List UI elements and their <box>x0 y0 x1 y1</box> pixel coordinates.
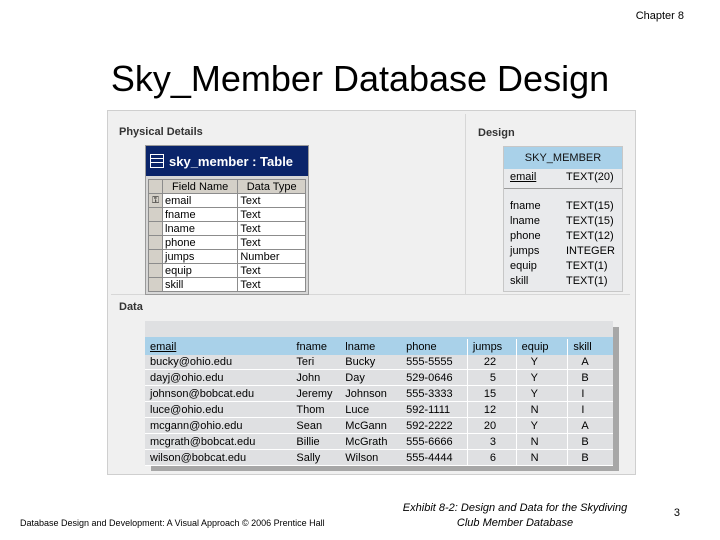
exhibit-caption <box>380 501 650 531</box>
field-row[interactable] <box>149 264 306 278</box>
data-type[interactable]: Text <box>238 236 306 250</box>
row-selector[interactable] <box>149 250 163 264</box>
cell-phone: 555-3333 <box>401 386 467 402</box>
attribute-row <box>510 230 616 242</box>
data-type[interactable]: Text <box>238 264 306 278</box>
cell-lname: Day <box>340 370 401 386</box>
cell-phone: 555-4444 <box>401 450 467 466</box>
attribute-type: INTEGER <box>566 245 615 257</box>
access-table-window <box>145 145 309 295</box>
attribute-name: equip <box>510 260 537 272</box>
field-row[interactable] <box>149 208 306 222</box>
attribute-type: TEXT(12) <box>566 230 614 242</box>
table-row[interactable] <box>145 418 613 434</box>
column-header-fname[interactable]: fname <box>296 340 327 353</box>
cell-skill: A <box>568 418 613 434</box>
cell-jumps: 22 <box>467 354 516 370</box>
cell-lname: Luce <box>340 402 401 418</box>
divider-vertical <box>465 114 466 294</box>
cell-email: luce@ohio.edu <box>145 402 291 418</box>
column-header-field-name[interactable]: Field Name <box>163 180 238 194</box>
cell-fname: Billie <box>291 434 340 450</box>
field-name[interactable]: jumps <box>163 250 238 264</box>
cell-phone: 555-6666 <box>401 434 467 450</box>
table-icon <box>150 154 164 168</box>
column-header-lname[interactable]: lname <box>345 340 376 353</box>
design-label: Design <box>478 127 515 139</box>
cell-jumps: 6 <box>467 450 516 466</box>
cell-equip: Y <box>516 370 568 386</box>
cell-email: bucky@ohio.edu <box>145 354 291 370</box>
caption-line-1: Exhibit 8-2: Design and Data for the Skydiving <box>402 502 628 514</box>
attribute-row <box>510 275 616 287</box>
cell-equip: Y <box>516 386 568 402</box>
cell-phone: 592-2222 <box>401 418 467 434</box>
attribute-type: TEXT(15) <box>566 200 614 212</box>
key-attribute-row <box>510 171 616 183</box>
table-row[interactable] <box>145 370 613 386</box>
attribute-type: TEXT(1) <box>566 260 608 272</box>
cell-equip: N <box>516 402 568 418</box>
attribute-row <box>510 215 616 227</box>
data-type[interactable]: Number <box>238 250 306 264</box>
key-attribute-name: email <box>510 171 537 183</box>
grid-corner <box>149 180 163 194</box>
cell-email: johnson@bobcat.edu <box>145 386 291 402</box>
chapter-label: Chapter 8 <box>635 10 684 22</box>
cell-skill: I <box>568 402 613 418</box>
cell-lname: Johnson <box>340 386 401 402</box>
cell-jumps: 15 <box>467 386 516 402</box>
row-selector[interactable] <box>149 208 163 222</box>
cell-lname: Wilson <box>340 450 401 466</box>
attribute-row <box>510 200 616 212</box>
field-name[interactable]: skill <box>163 278 238 292</box>
page-title: Sky_Member Database Design <box>110 58 610 99</box>
data-table <box>145 339 613 466</box>
cell-email: dayj@ohio.edu <box>145 370 291 386</box>
attribute-name: skill <box>510 275 529 287</box>
column-header-email[interactable]: email <box>150 340 177 353</box>
cell-email: wilson@bobcat.edu <box>145 450 291 466</box>
cell-phone: 592-1111 <box>401 402 467 418</box>
cell-phone: 529-0646 <box>401 370 467 386</box>
field-row[interactable] <box>149 278 306 292</box>
column-header-data-type[interactable]: Data Type <box>238 180 306 194</box>
column-header-phone[interactable]: phone <box>401 339 467 354</box>
access-table-titlebar <box>146 146 308 176</box>
table-row[interactable] <box>145 402 613 418</box>
cell-phone: 555-5555 <box>401 354 467 370</box>
cell-fname: Jeremy <box>291 386 340 402</box>
field-name[interactable]: fname <box>163 208 238 222</box>
column-header-jumps[interactable]: jumps <box>467 339 516 354</box>
cell-lname: Bucky <box>340 354 401 370</box>
field-name[interactable]: equip <box>163 264 238 278</box>
row-selector[interactable] <box>149 264 163 278</box>
data-table-header-row <box>145 339 613 354</box>
column-header-skill[interactable]: skill <box>573 340 592 353</box>
field-row[interactable] <box>149 250 306 264</box>
cell-jumps: 20 <box>467 418 516 434</box>
field-row[interactable] <box>149 194 306 208</box>
cell-lname: McGrath <box>340 434 401 450</box>
cell-equip: Y <box>516 354 568 370</box>
table-row[interactable] <box>145 450 613 466</box>
table-row[interactable] <box>145 354 613 370</box>
field-name[interactable]: email <box>163 194 238 208</box>
row-selector[interactable] <box>149 222 163 236</box>
column-header-equip[interactable]: equip <box>516 339 568 354</box>
access-table-title: sky_member : Table <box>169 153 294 169</box>
attribute-name: phone <box>510 230 541 242</box>
attribute-name: lname <box>510 215 540 227</box>
cell-skill: I <box>568 386 613 402</box>
cell-skill: B <box>568 450 613 466</box>
cell-jumps: 5 <box>467 370 516 386</box>
attribute-row <box>510 245 616 257</box>
attribute-row <box>510 260 616 272</box>
entity-name: SKY_MEMBER <box>504 147 622 169</box>
cell-equip: Y <box>516 418 568 434</box>
key-divider <box>504 188 622 189</box>
data-label: Data <box>119 301 143 313</box>
attribute-name: fname <box>510 200 541 212</box>
cell-fname: John <box>291 370 340 386</box>
cell-fname: Sally <box>291 450 340 466</box>
caption-line-2: Club Member Database <box>456 517 574 529</box>
cell-skill: B <box>568 370 613 386</box>
cell-skill: B <box>568 434 613 450</box>
cell-lname: McGann <box>340 418 401 434</box>
book-citation: Database Design and Development: A Visual Approach © 2006 Prentice Hall <box>20 518 325 528</box>
data-type[interactable]: Text <box>238 278 306 292</box>
data-type[interactable]: Text <box>238 222 306 236</box>
cell-jumps: 12 <box>467 402 516 418</box>
cell-fname: Sean <box>291 418 340 434</box>
field-row[interactable] <box>149 222 306 236</box>
data-table-box <box>145 321 613 465</box>
table-row[interactable] <box>145 386 613 402</box>
cell-equip: N <box>516 450 568 466</box>
field-row[interactable] <box>149 236 306 250</box>
physical-details-label: Physical Details <box>119 126 203 138</box>
primary-key-icon: ⚿ <box>149 194 163 208</box>
cell-fname: Teri <box>291 354 340 370</box>
cell-skill: A <box>568 354 613 370</box>
cell-equip: N <box>516 434 568 450</box>
table-row[interactable] <box>145 434 613 450</box>
field-name[interactable]: lname <box>163 222 238 236</box>
cell-jumps: 3 <box>467 434 516 450</box>
field-grid <box>148 179 306 292</box>
data-type[interactable]: Text <box>238 194 306 208</box>
field-name[interactable]: phone <box>163 236 238 250</box>
cell-fname: Thom <box>291 402 340 418</box>
data-type[interactable]: Text <box>238 208 306 222</box>
key-attribute-type: TEXT(20) <box>566 171 614 183</box>
cell-email: mcgann@ohio.edu <box>145 418 291 434</box>
attribute-type: TEXT(15) <box>566 215 614 227</box>
design-entity-box <box>503 146 623 292</box>
row-selector[interactable] <box>149 278 163 292</box>
page-number: 3 <box>673 507 680 519</box>
attribute-name: jumps <box>510 245 540 257</box>
row-selector[interactable] <box>149 236 163 250</box>
attribute-type: TEXT(1) <box>566 275 608 287</box>
cell-email: mcgrath@bobcat.edu <box>145 434 291 450</box>
